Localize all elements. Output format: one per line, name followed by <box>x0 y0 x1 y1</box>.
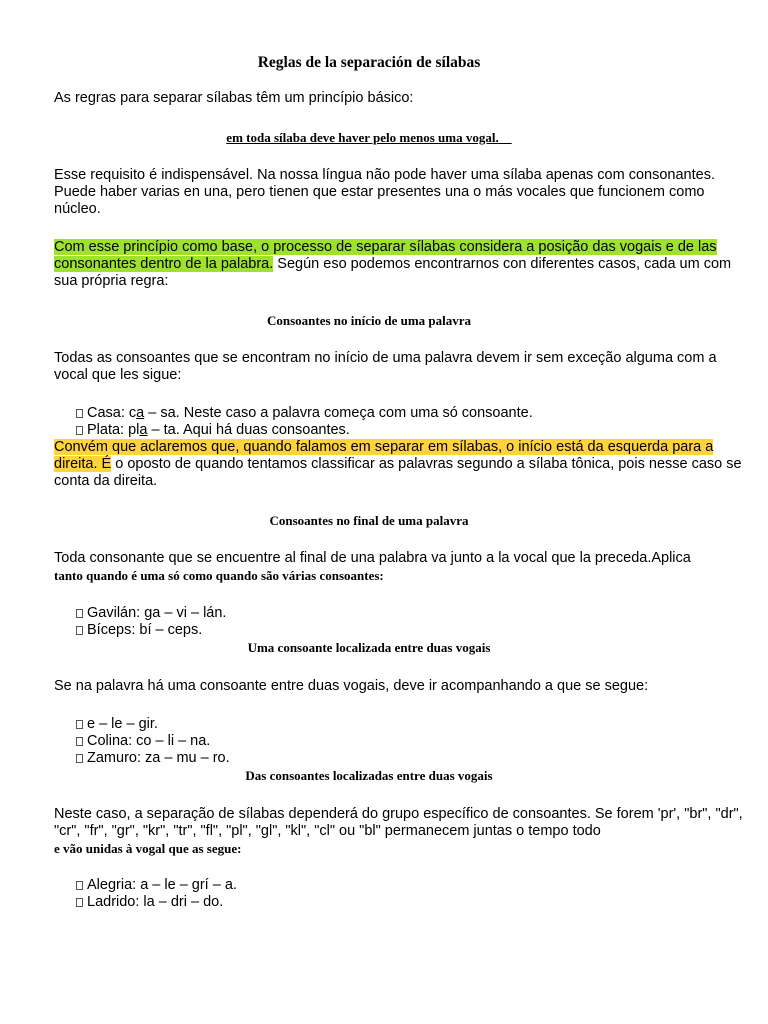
principle-text: em toda sílaba deve haver pelo menos uma vogal. <box>226 130 499 145</box>
paragraph-initial-consonants: Todas as consoantes que se encontram no início de uma palavra devem ir sem exceção alguma com a vocal que les sigue: <box>54 350 717 383</box>
highlight-yellow-text: Convém que aclaremos que, quando falamos em separar em sílabas, o início está da esquerda para a direita. É <box>54 439 714 472</box>
principle-line <box>0 130 738 146</box>
list-item: Plata: pla – ta. Aqui há duas consoantes. <box>54 422 744 439</box>
list-final-examples <box>54 605 744 639</box>
heading-final-consonants: Consoantes no final de uma palavra <box>269 513 469 528</box>
list-two-consonant-examples <box>54 877 744 911</box>
list-item: Gavilán: ga – vi – lán. <box>54 605 744 622</box>
heading-consonant-between-vowels: Uma consoante localizada entre duas vogais <box>247 640 491 655</box>
note-paragraph <box>54 439 744 490</box>
list-initial-examples <box>54 405 744 439</box>
list-item: Zamuro: za – mu – ro. <box>54 750 744 767</box>
list-between-examples <box>54 716 744 767</box>
paragraph-2 <box>54 239 744 290</box>
bullet-icon <box>76 754 83 763</box>
paragraph-final-bold: tanto quando é uma só como quando são várias consoantes: <box>54 568 384 583</box>
paragraph-2-rest: Según eso podemos encontrarnos con diferentes casos, cada um com sua própria regra: <box>54 256 732 289</box>
highlight-green-text: Com esse princípio como base, o processo de separar sílabas considera a posição das vogais e de las consonantes dentro de la palabra. <box>54 239 717 272</box>
intro-paragraph: As regras para separar sílabas têm um princípio básico: <box>54 90 414 106</box>
document-title: Reglas de la separación de sílabas <box>257 54 481 71</box>
paragraph-consonant-between-vowels: Se na palavra há uma consoante entre duas vogais, deve ir acompanhando a que se segue: <box>54 678 649 694</box>
note-rest: o oposto de quando tentamos classificar as palavras segundo a sílaba tônica, pois nesse caso se conta da direita. <box>54 456 742 489</box>
paragraph-1: Esse requisito é indispensável. Na nossa língua não pode haver uma sílaba apenas com consonantes. Puede haber varias en una, pero tienen que estar presentes una o más vocales que funcionem como núcleo. <box>54 167 715 217</box>
heading-two-consonants: Das consoantes localizadas entre duas vogais <box>245 768 493 783</box>
bullet-icon <box>76 609 83 618</box>
paragraph-final-consonants <box>54 550 744 585</box>
paragraph-two-consonants-bold: e vão unidas à vogal que as segue: <box>54 841 242 856</box>
paragraph-two-consonants-text: Neste caso, a separação de sílabas dependerá do grupo específico de consoantes. Se forem 'pr', "br", "dr", "cr", "fr", "gr", "kr", "tr", "fl", "pl", "gl", "kl", "cl" ou "bl" permanecem juntas o tempo todo <box>54 806 743 839</box>
bullet-icon <box>76 898 83 907</box>
heading-initial-consonants: Consoantes no início de uma palavra <box>266 313 472 328</box>
bullet-icon <box>76 720 83 729</box>
bullet-icon <box>76 626 83 635</box>
paragraph-two-consonants <box>54 806 744 858</box>
bullet-icon <box>76 881 83 890</box>
list-item: Alegria: a – le – grí – a. <box>54 877 744 894</box>
list-item: e – le – gir. <box>54 716 744 733</box>
list-item: Colina: co – li – na. <box>54 733 744 750</box>
list-item: Ladrido: la – dri – do. <box>54 894 744 911</box>
list-item: Casa: ca – sa. Neste caso a palavra começa com uma só consoante. <box>54 405 744 422</box>
bullet-icon <box>76 737 83 746</box>
paragraph-final-text: Toda consonante que se encuentre al final de una palabra va junto a la vocal que la preceda.Aplica <box>54 550 691 566</box>
list-item: Bíceps: bí – ceps. <box>54 622 744 639</box>
bullet-icon <box>76 409 83 418</box>
bullet-icon <box>76 426 83 435</box>
